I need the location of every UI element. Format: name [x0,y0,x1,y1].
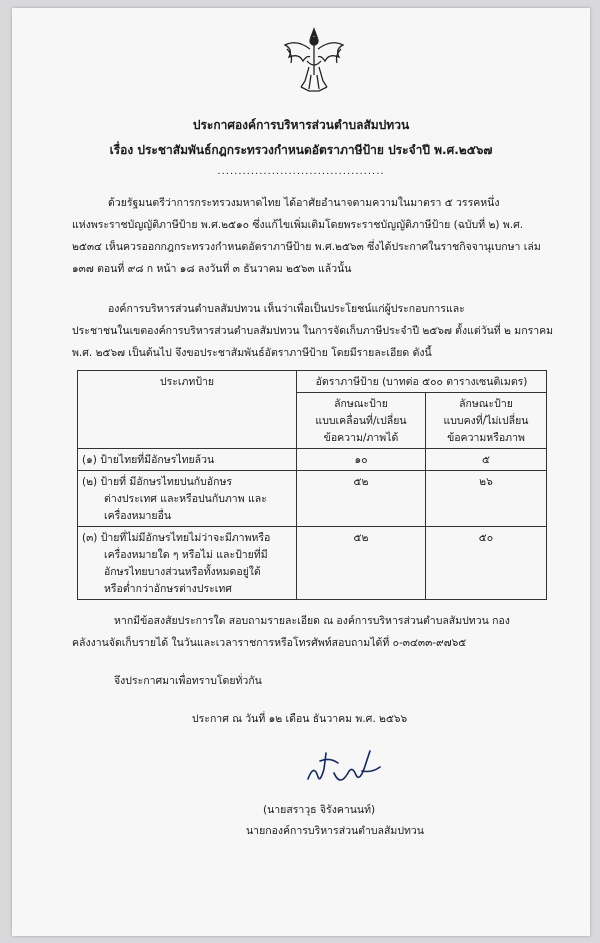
row-value-fixed: ๒๖ [425,471,546,527]
divider-dots: ........................................ [217,166,385,177]
row-value-fixed: ๕ [425,449,546,471]
row-value-movable: ๕๒ [297,527,426,600]
signer-name: (นายสราวุธ จิรังคานนท์) [263,804,376,816]
para2-line-3: พ.ศ. ๒๕๖๗ เป็นต้นไป จึงขอประชาสัมพันธ์อัตราภาษีป้าย โดยมีรายละเอียด ดังนี้ [72,347,432,359]
row-type: (๑) ป้ายไทยที่มีอักษรไทยล้วน [78,449,297,471]
garuda-emblem-icon [279,25,349,93]
announcement-date: ประกาศ ณ วันที่ ๑๒ เดือน ธันวาคม พ.ศ. ๒๕๖๖ [192,713,408,725]
signature-icon [300,743,390,793]
header-tax-rate: อัตราภาษีป้าย (บาทต่อ ๕๐๐ ตารางเซนติเมตร) [297,371,547,393]
contact-line-1: หากมีข้อสงสัยประการใด สอบถามรายละเอียด ณ องค์การบริหารส่วนตำบลสัมปทวน กอง [114,615,510,627]
row-type: (๓) ป้ายที่ไม่มีอักษรไทยไม่ว่าจะมีภาพหรือ เครื่องหมายใด ๆ หรือไม่ และป้ายที่มี อักษรไทยบางส่วนหรือทั้งหมดอยู่ใต้ หรือต่ำกว่าอักษรต่างประเทศ [78,527,297,600]
para1-line-2: แห่งพระราชบัญญัติภาษีป้าย พ.ศ.๒๕๑๐ ซึ่งแก้ไขเพิ่มเติมโดยพระราชบัญญัติภาษีป้าย (ฉบับที่ ๒) พ.ศ. [72,219,524,231]
para1-line-4: ๑๓๗ ตอนที่ ๙๘ ก หน้า ๑๘ ลงวันที่ ๓ ธันวาคม ๒๕๖๓ แล้วนั้น [72,263,352,275]
announcement-title: ประกาศองค์การบริหารส่วนตำบลสัมปทวน [192,118,410,132]
header-fixed: ลักษณะป้าย แบบคงที่/ไม่เปลี่ยน ข้อความหรือภาพ [425,393,546,449]
table-row [78,449,547,471]
para1-line-1: ด้วยรัฐมนตรีว่าการกระทรวงมหาดไทย ได้อาศัยอำนาจตามความในมาตรา ๕ วรรคหนึ่ง [108,197,500,209]
table-row [78,471,547,527]
para2-line-2: ประชาชนในเขตองค์การบริหารส่วนตำบลสัมปทวน ในการจัดเก็บภาษีประจำปี ๒๕๖๗ ตั้งแต่วันที่ ๒ มกราคม [72,325,554,337]
header-sign-type: ประเภทป้าย [78,371,297,449]
document-page [12,8,590,936]
header-movable: ลักษณะป้าย แบบเคลื่อนที่/เปลี่ยน ข้อความ/ภาพได้ [297,393,426,449]
row-type: (๒) ป้ายที่ มีอักษรไทยปนกับอักษร ต่างประเทศ และหรือปนกับภาพ และ เครื่องหมายอื่น [78,471,297,527]
tax-rate-table [77,370,547,600]
signer-position: นายกองค์การบริหารส่วนตำบลสัมปทวน [246,825,424,837]
closing-statement: จึงประกาศมาเพื่อทราบโดยทั่วกัน [114,675,262,687]
row-value-movable: ๕๒ [297,471,426,527]
row-value-fixed: ๕๐ [425,527,546,600]
table-row [78,527,547,600]
contact-line-2: คลังงานจัดเก็บรายได้ ในวันและเวลาราชการหรือโทรศัพท์สอบถามได้ที่ ๐-๓๔๓๓-๙๗๖๕ [72,637,467,649]
para2-line-1: องค์การบริหารส่วนตำบลสัมปทวน เห็นว่าเพื่อเป็นประโยชน์แก่ผู้ประกอบการและ [108,303,465,315]
para1-line-3: ๒๕๓๔ เห็นควรออกกฎกระทรวงกำหนดอัตราภาษีป้าย พ.ศ.๒๕๖๓ ซึ่งได้ประกาศในราชกิจจานุเบกษา เล่ม [72,241,541,253]
announcement-subject: เรื่อง ประชาสัมพันธ์กฎกระทรวงกำหนดอัตราภาษีป้าย ประจำปี พ.ศ.๒๕๖๗ [109,143,493,157]
row-value-movable: ๑๐ [297,449,426,471]
